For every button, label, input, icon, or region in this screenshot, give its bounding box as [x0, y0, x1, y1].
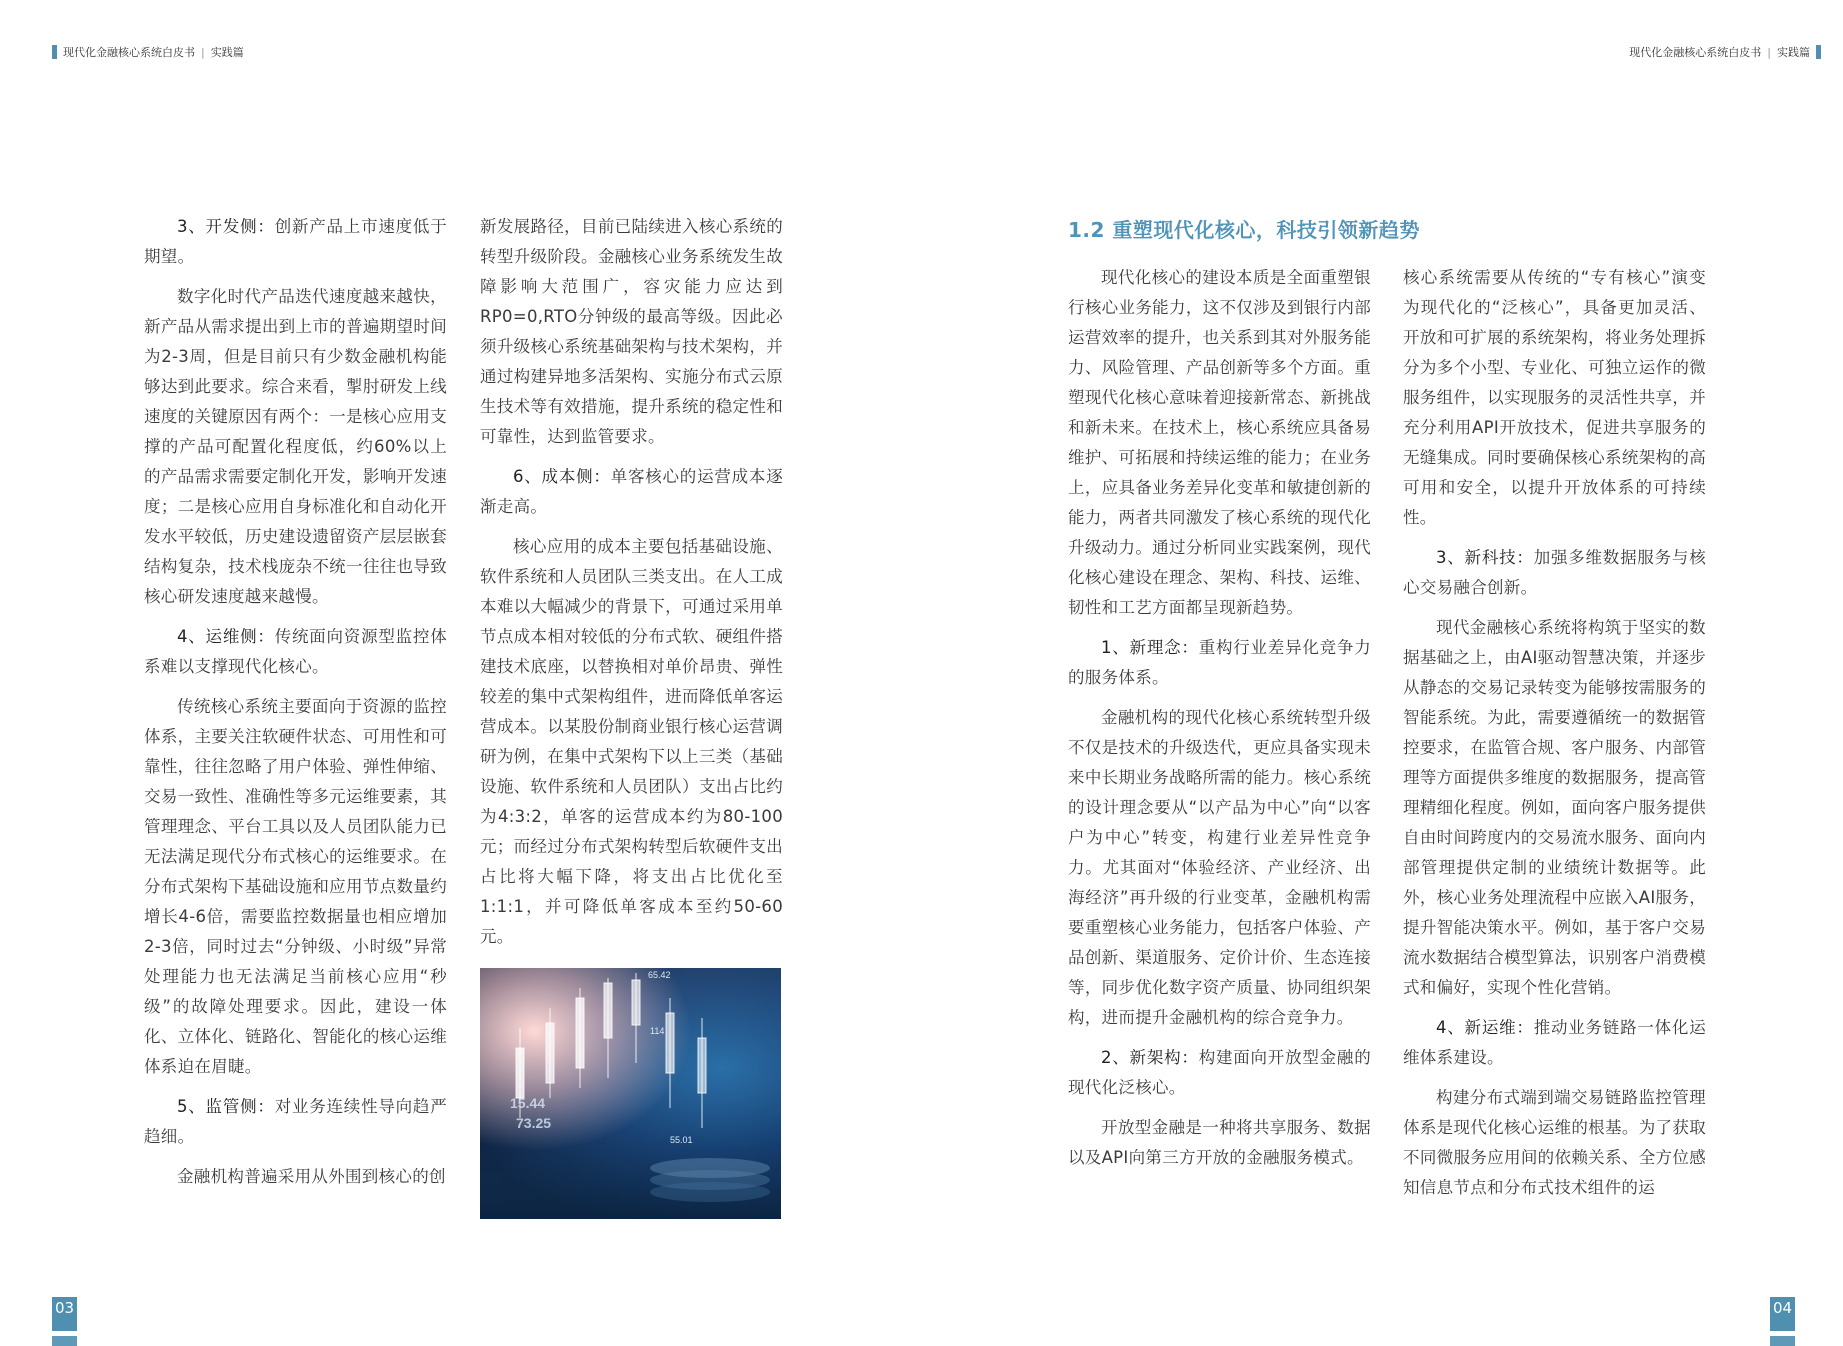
paragraph-lead: 2、新架构：: [1101, 1048, 1199, 1067]
paragraph: 金融机构的现代化核心系统转型升级不仅是技术的升级迭代，更应具备实现未来中长期业务战略所需的能力。核心系统的设计理念要从“以产品为中心”向“以客户为中心”转变，构建行业差异性竞争力。尤其面对“体验经济、产业经济、出海经济”再升级的行业变革，金融机构需要重塑核心业务能力，包括客户体验、产品创新、渠道服务、定价计价、生态连接等，同步优化数字资产质量、协同组织架构，进而提升金融机构的综合竞争力。: [1068, 708, 1371, 1027]
paragraph-lead: 3、新科技：: [1436, 548, 1534, 567]
paragraph-text: 对业务连续性导向趋严趋细。: [144, 1097, 447, 1146]
header-left-bar: [52, 45, 57, 59]
left-page-column-1: [144, 212, 447, 1202]
photo-label: 73.25: [516, 1115, 552, 1131]
header-right-section: 实践篇: [1777, 46, 1810, 59]
header-left-section: 实践篇: [210, 46, 244, 59]
paragraph-lead: 5、监管侧：: [177, 1097, 275, 1116]
paragraph-dev-side: [144, 212, 447, 272]
paragraph-lead: 1、新理念：: [1101, 638, 1199, 657]
photo-label: 15.44: [510, 1095, 546, 1111]
paragraph-continued: 新发展路径，目前已陆续进入核心系统的转型升级阶段。金融核心业务系统发生故障影响大范围广，容灾能力应达到RP0=0,RTO分钟级的最高等级。因此必须升级核心系统基础架构与技术架构，并通过构建异地多活架构、实施分布式云原生技术等有效措施，提升系统的稳定性和可靠性，达到监管要求。: [480, 217, 783, 446]
right-page-column-1: [1068, 263, 1371, 1183]
financial-chart-photo: [480, 968, 781, 1219]
header-left: [52, 44, 244, 60]
paragraph-lead: 3、开发侧：: [177, 217, 275, 236]
paragraph-text: 重构行业差异化竞争力的服务体系。: [1068, 638, 1371, 687]
photo-label: 55.01: [670, 1135, 693, 1145]
page-number-left: 03: [52, 1297, 77, 1331]
photo-label: 114: [650, 1026, 665, 1036]
paragraph-new-architecture: [1068, 1043, 1371, 1103]
paragraph-text: 单客核心的运营成本逐渐走高。: [480, 467, 783, 516]
left-page-column-2: [480, 212, 783, 962]
photo-label: 65.42: [648, 970, 671, 980]
paragraph-regulation-side: [144, 1092, 447, 1152]
paragraph-text: 传统面向资源型监控体系难以支撑现代化核心。: [144, 627, 447, 676]
paragraph: 现代金融核心系统将构筑于坚实的数据基础之上，由AI驱动智慧决策，并逐步从静态的交易记录转变为能够按需服务的智能系统。为此，需要遵循统一的数据管控要求，在监管合规、客户服务、内部管理等方面提供多维度的数据服务，提高管理精细化程度。例如，面向客户服务提供自由时间跨度内的交易流水服务、面向内部管理提供定制的业绩统计数据等。此外，核心业务处理流程中应嵌入AI服务，提升智能决策水平。例如，基于客户交易流水数据结合模型算法，识别客户消费模式和偏好，实现个性化营销。: [1403, 618, 1706, 997]
paragraph-new-operations: [1403, 1013, 1706, 1073]
paragraph: 开放型金融是一种将共享服务、数据以及API向第三方开放的金融服务模式。: [1068, 1118, 1371, 1167]
paragraph-ops-side: [144, 622, 447, 682]
right-page-column-2: [1403, 263, 1706, 1213]
paragraph: 现代化核心的建设本质是全面重塑银行核心业务能力，这不仅涉及到银行内部运营效率的提升，也关系到其对外服务能力、风险管理、产品创新等多个方面。重塑现代化核心意味着迎接新常态、新挑战和新未来。在技术上，核心系统应具备易维护、可拓展和持续运维的能力；在业务上，应具备业务差异化变革和敏捷创新的能力，两者共同激发了核心系统的现代化升级动力。通过分析同业实践案例，现代化核心建设在理念、架构、科技、运维、韧性和工艺方面都呈现新趋势。: [1068, 268, 1371, 617]
paragraph: 数字化时代产品迭代速度越来越快，新产品从需求提出到上市的普遍期望时间为2-3周，但是目前只有少数金融机构能够达到此要求。综合来看，掣肘研发上线速度的关键原因有两个：一是核心应用支撑的产品可配置化程度低，约60%以上的产品需求需要定制化开发，影响开发速度；二是核心应用自身标准化和自动化开发水平较低，历史建设遗留资产层层嵌套结构复杂，技术栈庞杂不统一往往也导致核心研发速度越来越慢。: [144, 287, 447, 606]
header-right-bar: [1816, 45, 1821, 59]
page-number-right-tab: [1770, 1336, 1795, 1346]
page-number-left-tab: [52, 1336, 77, 1346]
paragraph-lead: 6、成本侧：: [513, 467, 611, 486]
candlestick-photo-graphic: [480, 968, 781, 1219]
paragraph-text: 推动业务链路一体化运维体系建设。: [1403, 1018, 1706, 1067]
header-right: [1629, 44, 1821, 60]
paragraph-text: 创新产品上市速度低于期望。: [144, 217, 447, 266]
header-left-title: 现代化金融核心系统白皮书: [63, 46, 195, 59]
header-right-separator: |: [1767, 45, 1771, 59]
page-number-right: 04: [1770, 1297, 1795, 1331]
paragraph-lead: 4、运维侧：: [177, 627, 275, 646]
paragraph: 金融机构普遍采用从外围到核心的创: [177, 1167, 446, 1186]
paragraph-text: 加强多维数据服务与核心交易融合创新。: [1403, 548, 1706, 597]
section-title: 1.2 重塑现代化核心，科技引领新趋势: [1068, 218, 1420, 242]
paragraph: 传统核心系统主要面向于资源的监控体系，主要关注软硬件状态、可用性和可靠性，往往忽略了用户体验、弹性伸缩、交易一致性、准确性等多元运维要素，其管理理念、平台工具以及人员团队能力已无法满足现代分布式核心的运维要求。在分布式架构下基础设施和应用节点数量约增长4-6倍，需要监控数据量也相应增加2-3倍，同时过去“分钟级、小时级”异常处理能力也无法满足当前核心应用“秒级”的故障处理要求。因此，建设一体化、立体化、链路化、智能化的核心运维体系迫在眉睫。: [144, 697, 447, 1076]
paragraph-lead: 4、新运维：: [1436, 1018, 1534, 1037]
header-left-separator: |: [201, 45, 205, 59]
paragraph-new-concept: [1068, 633, 1371, 693]
paragraph-text: 构建面向开放型金融的现代化泛核心。: [1068, 1048, 1371, 1097]
paragraph-cost-side: [480, 462, 783, 522]
paragraph-continued: 核心系统需要从传统的“专有核心”演变为现代化的“泛核心”，具备更加灵活、开放和可扩展的系统架构，将业务处理拆分为多个小型、专业化、可独立运作的微服务组件，以实现服务的灵活性共享，并充分利用API开放技术，促进共享服务的无缝集成。同时要确保核心系统架构的高可用和安全，以提升开放体系的可持续性。: [1403, 268, 1706, 527]
paragraph: 构建分布式端到端交易链路监控管理体系是现代化核心运维的根基。为了获取不同微服务应用间的依赖关系、全方位感知信息节点和分布式技术组件的运: [1403, 1088, 1706, 1197]
paragraph: 核心应用的成本主要包括基础设施、软件系统和人员团队三类支出。在人工成本难以大幅减少的背景下，可通过采用单节点成本相对较低的分布式软、硬组件搭建技术底座，以替换相对单价昂贵、弹性较差的集中式架构组件，进而降低单客运营成本。以某股份制商业银行核心运营调研为例，在集中式架构下以上三类（基础设施、软件系统和人员团队）支出占比约为4:3:2，单客的运营成本约为80-100元；而经过分布式架构转型后软硬件支出占比将大幅下降，将支出占比优化至1:1:1，并可降低单客成本至约50-60元。: [480, 537, 783, 946]
paragraph-new-technology: [1403, 543, 1706, 603]
header-right-title: 现代化金融核心系统白皮书: [1629, 46, 1762, 59]
